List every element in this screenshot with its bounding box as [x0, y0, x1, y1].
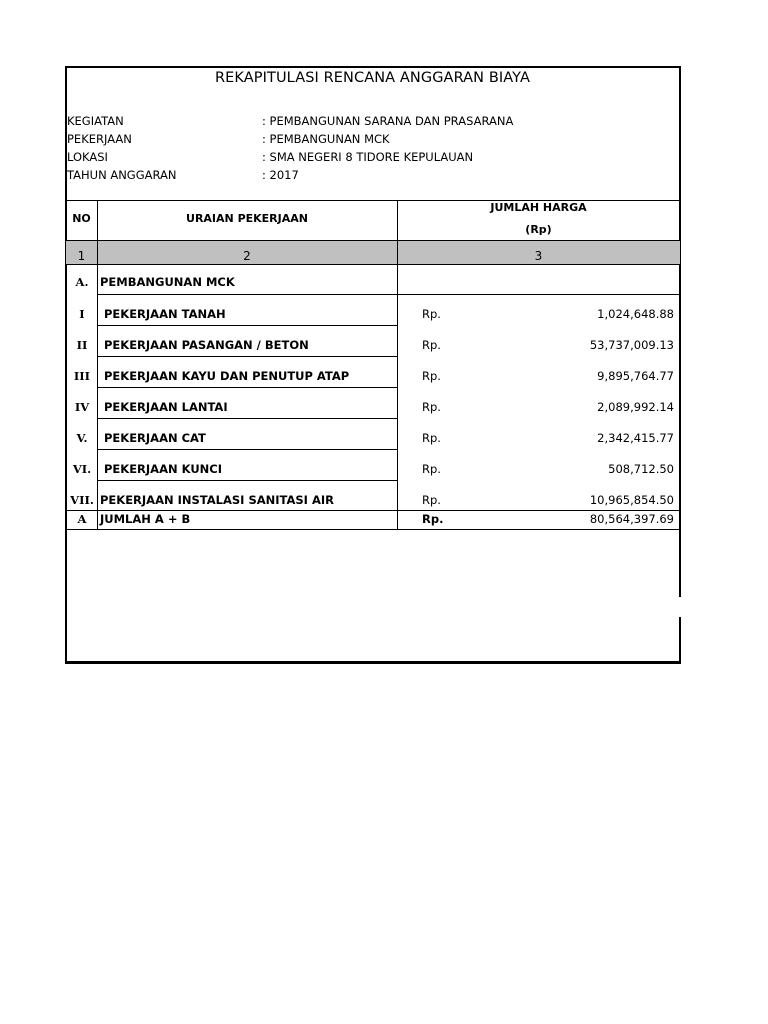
row-desc: PEKERJAAN CAT	[104, 431, 206, 445]
row-no: IV	[74, 400, 90, 414]
row-amount: 53,737,009.13	[589, 338, 674, 352]
row-amount: 2,342,415.77	[597, 431, 674, 445]
row-amount: 9,895,764.77	[597, 369, 674, 383]
header-unit: (Rp)	[525, 223, 552, 236]
row-no: II	[76, 338, 88, 352]
row-currency: Rp.	[422, 462, 441, 476]
section-label: PEMBANGUNAN MCK	[100, 275, 235, 289]
frame-right-border-lower	[679, 617, 681, 664]
row-divider-amount	[397, 294, 680, 295]
info-label-kegiatan: KEGIATAN	[67, 114, 124, 128]
row-no: III	[73, 369, 91, 383]
row-amount: 508,712.50	[608, 462, 674, 476]
row-amount: 10,965,854.50	[589, 493, 674, 507]
row-divider	[97, 325, 397, 326]
info-value-pekerjaan: : PEMBANGUNAN MCK	[262, 132, 390, 146]
info-label-lokasi: LOKASI	[67, 150, 108, 164]
row-currency: Rp.	[422, 338, 441, 352]
info-label-tahun: TAHUN ANGGARAN	[67, 168, 177, 182]
row-divider	[97, 480, 397, 481]
total-amount: 80,564,397.69	[589, 512, 674, 526]
col-divider-right	[679, 264, 680, 530]
row-currency: Rp.	[422, 369, 441, 383]
row-no: VI.	[72, 462, 92, 476]
row-desc: PEKERJAAN INSTALASI SANITASI AIR	[100, 493, 334, 507]
row-desc: PEKERJAAN KAYU DAN PENUTUP ATAP	[104, 369, 350, 383]
row-divider	[97, 356, 397, 357]
total-currency: Rp.	[422, 512, 444, 526]
info-label-pekerjaan: PEKERJAAN	[67, 132, 132, 146]
col-number-1: 1	[77, 249, 86, 263]
row-no: I	[79, 307, 85, 321]
row-desc: PEKERJAAN KUNCI	[104, 462, 223, 476]
row-amount: 1,024,648.88	[597, 307, 674, 321]
row-currency: Rp.	[422, 493, 441, 507]
row-divider	[97, 418, 397, 419]
header-uraian: URAIAN PEKERJAAN	[186, 212, 308, 225]
total-bottom-border	[66, 529, 680, 530]
row-currency: Rp.	[422, 431, 441, 445]
info-value-tahun: : 2017	[262, 168, 299, 182]
total-desc: JUMLAH A + B	[100, 512, 191, 526]
header-jumlah: JUMLAH HARGA	[490, 201, 587, 214]
col-number-2: 2	[243, 249, 251, 263]
info-value-lokasi: : SMA NEGERI 8 TIDORE KEPULAUAN	[262, 150, 474, 164]
row-desc: PEKERJAAN LANTAI	[104, 400, 228, 414]
col-number-3: 3	[534, 249, 543, 263]
row-no: V.	[76, 431, 88, 445]
row-divider	[97, 294, 397, 295]
section-no: A.	[75, 275, 89, 289]
row-divider	[97, 449, 397, 450]
header-bottom-border	[66, 240, 680, 241]
total-top-border	[66, 510, 680, 511]
row-divider	[97, 387, 397, 388]
frame-bottom-border	[65, 661, 681, 664]
info-value-kegiatan: : PEMBANGUNAN SARANA DAN PRASARANA	[262, 114, 514, 128]
row-currency: Rp.	[422, 400, 441, 414]
document-title: REKAPITULASI RENCANA ANGGARAN BIAYA	[214, 70, 530, 86]
row-no: VII.	[70, 493, 94, 507]
row-amount: 2,089,992.14	[597, 400, 674, 414]
row-currency: Rp.	[422, 307, 441, 321]
row-desc: PEKERJAAN PASANGAN / BETON	[104, 338, 309, 352]
total-no: A	[77, 512, 87, 526]
number-row-border	[66, 264, 680, 265]
header-no: NO	[72, 212, 91, 225]
row-desc: PEKERJAAN TANAH	[104, 307, 226, 321]
